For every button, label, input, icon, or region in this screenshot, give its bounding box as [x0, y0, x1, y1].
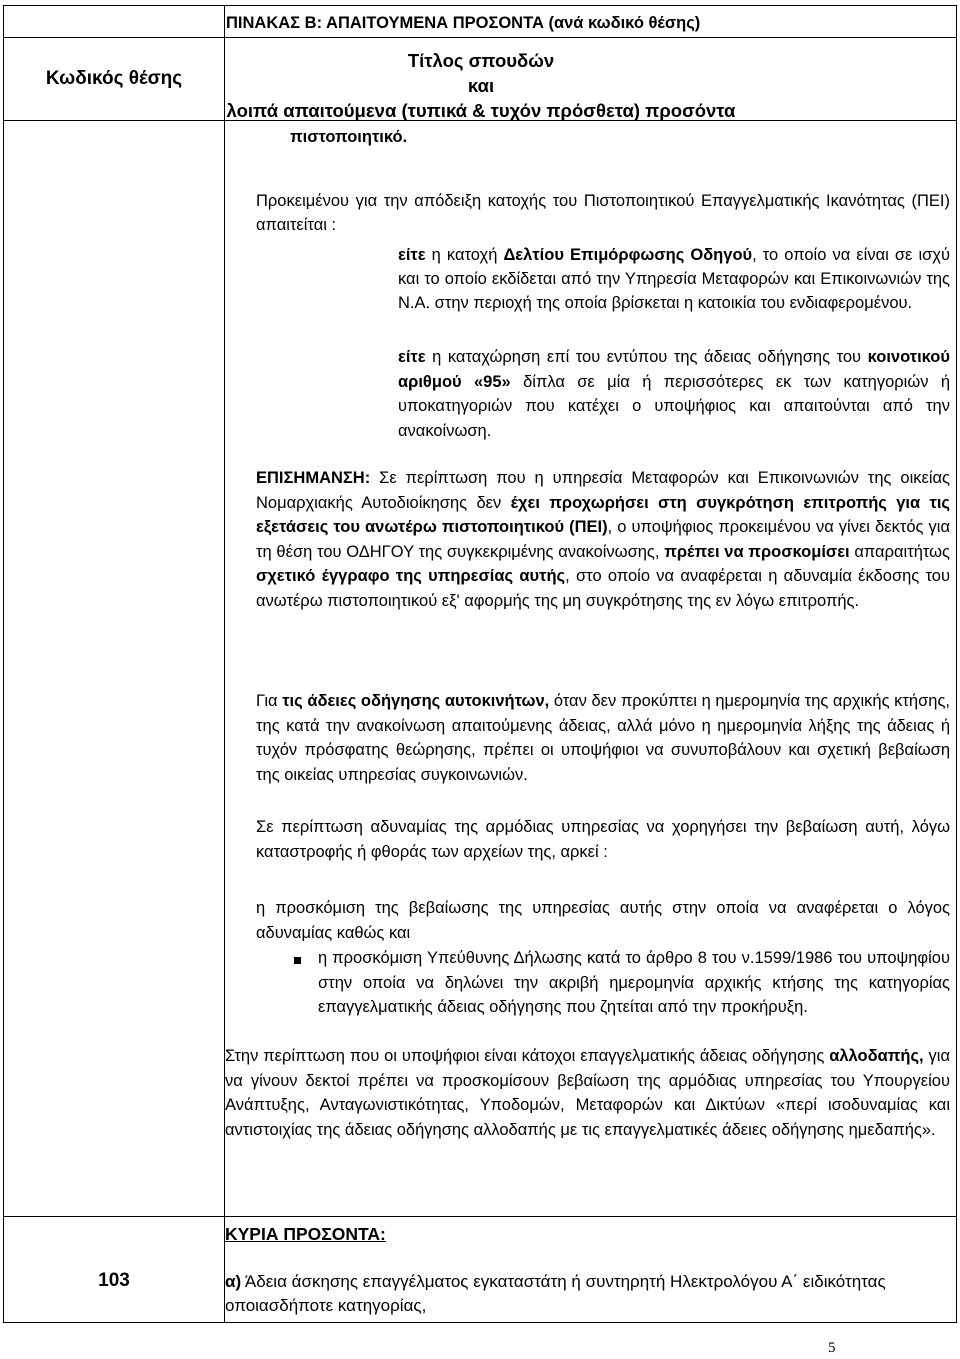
option-2-rest: δίπλα σε μία ή περισσότερες εκ των κατηγοριών ή υποκατηγοριών που κατέχει ο υποψήφιος και απαιτούνται από την ανακοίνωση. — [398, 372, 950, 440]
option-1-text: η κατοχή — [425, 246, 504, 264]
carry-over-text: πιστοποιητικό. — [290, 128, 408, 146]
licence-paragraph — [256, 689, 950, 787]
note-text-1: Σε περίπτωση που η υπηρεσία Μεταφορών και Επικοινωνιών της οικείας Νομαρχιακής Αυτοδιοίκησης δεν — [256, 469, 950, 512]
main-qualification-a — [225, 1270, 951, 1318]
inability-paragraph: Σε περίπτωση αδυναμίας της αρμόδιας υπηρεσίας να χορηγήσει την βεβαίωση αυτή, λόγω καταστροφής ή φθοράς των αρχείων της, αρκεί : — [256, 818, 950, 861]
foreign-text-2: για να γίνουν δεκτοί πρέπει να προσκομίσουν βεβαίωση της αρμόδιας υπηρεσίας του Υπουργείου Ανάπτυξης, Ανταγωνιστικότητας, Υποδομών, Μεταφορών και Δικτύων «περί ισοδυναμίας και αντιστοιχίας της άδειας οδήγησης αλλοδαπής με τις επαγγελματικές άδειες οδήγησης ημεδαπής». — [225, 1047, 950, 1139]
submit-paragraph: η προσκόμιση της βεβαίωσης της υπηρεσίας αυτής στην οποία να αναφέρεται ο λόγος αδυναμίας καθώς και — [256, 899, 950, 942]
proof-paragraph: Προκειμένου για την απόδειξη κατοχής του Πιστοποιητικού Επαγγελματικής Ικανότητας (ΠΕΙ) απαιτείται : — [256, 192, 950, 234]
licence-text-2: όταν δεν προκύπτει η ημερομηνία της αρχικής κτήσης, της κατά την ανακοίνωση απαιτούμενης άδειας, αλλά μόνο η ημερομηνία λήξης της άδειας ή τυχόν πρόσφατης θεώρησης, πρέπει οι υποψήφιοι να συνυποβάλουν και σχετική βεβαίωση της οικείας υπηρεσίας συγκοινωνιών. — [256, 692, 950, 784]
note-text-3: απαραιτήτως — [849, 542, 951, 561]
option-2-bold: κοινοτικού αριθμού «95» — [398, 348, 950, 391]
note-paragraph — [256, 466, 950, 613]
qualification-a-text: Άδεια άσκησης επαγγέλματος εγκαταστάτη ή συντηρητή Ηλεκτρολόγου Α΄ ειδικότητας οποιασδήποτε κατηγορίας, — [225, 1272, 886, 1315]
note-label: ΕΠΙΣΗΜΑΝΣΗ: — [256, 469, 371, 487]
header-line-2: και — [467, 75, 495, 96]
note-text-4: , στο οποίο να αναφέρεται η αδυναμία έκδοσης του ανωτέρω πιστοποιητικού εξ' αφορμής της μη συγκρότησης της εν λόγω επιτροπής. — [256, 567, 951, 610]
row-divider — [4, 1216, 956, 1217]
option-2-text: η καταχώρηση επί του εντύπου της άδειας οδήγησης του — [425, 348, 868, 366]
foreign-bold: αλλοδαπής, — [829, 1047, 924, 1065]
note-bold-3: σχετικό έγγραφο της υπηρεσίας αυτής — [256, 567, 566, 585]
column-header-code: Κωδικός θέσης — [45, 68, 183, 89]
title-row-divider — [4, 37, 956, 38]
qualification-a-label: α) — [225, 1272, 242, 1291]
foreign-text-1: Στην περίπτωση που οι υποψήφιοι είναι κάτοχοι επαγγελματικής άδειας οδήγησης — [225, 1047, 830, 1065]
note-text-2: , ο υποψήφιος προκειμένου να γίνει δεκτός για τη θέση του ΟΔΗΓΟΥ της συγκεκριμένης ανακοίνωσης, — [256, 518, 950, 561]
option-1-lead: είτε — [398, 246, 426, 264]
option-2 — [398, 345, 950, 443]
bullet-marker — [294, 957, 301, 964]
licence-text-1: Για — [256, 692, 283, 710]
position-code: 103 — [98, 1270, 130, 1291]
option-1 — [398, 243, 950, 315]
page-number: 5 — [828, 1340, 836, 1356]
header-line-3: λοιπά απαιτούμενα (τυπικά & τυχόν πρόσθετα) προσόντα — [226, 100, 736, 121]
option-2-lead: είτε — [398, 348, 426, 366]
bullet-item: η προσκόμιση Υπεύθυνης Δήλωσης κατά το άρθρο 8 του ν.1599/1986 του υποψηφίου στην οποία να δηλώνει την ακριβή ημερομηνία αρχικής κτήσης της κατηγορίας επαγγελματικής άδειας οδήγησης που ζητείται από την προκήρυξη. — [318, 949, 950, 1016]
requirements-table — [3, 5, 957, 1323]
main-qualifications-heading: ΚΥΡΙΑ ΠΡΟΣΟΝΤΑ: — [225, 1224, 386, 1244]
table-title: ΠΙΝΑΚΑΣ Β: ΑΠΑΙΤΟΥΜΕΝΑ ΠΡΟΣΟΝΤΑ (ανά κωδικό θέσης) — [226, 14, 701, 32]
option-1-bold: Δελτίου Επιμόρφωσης Οδηγού — [503, 246, 753, 264]
licence-bold: τις άδειες οδήγησης αυτοκινήτων, — [282, 692, 550, 710]
note-bold-2: πρέπει να προσκομίσει — [664, 542, 850, 561]
note-bold-1: έχει προχωρήσει στη συγκρότηση επιτροπής για τις εξετάσεις του ανωτέρω πιστοποιητικού (ΠΕΙ) — [256, 493, 950, 536]
foreign-licence-paragraph — [225, 1044, 950, 1142]
option-1-rest: , το οποίο να είναι σε ισχύ και το οποίο εκδίδεται από την Υπηρεσία Μεταφορών και Επικοινωνιών της Ν.Α. στην περιοχή της οποία βρίσκεται η κατοικία του ενδιαφερομένου. — [398, 246, 950, 312]
column-header-qualifications — [226, 48, 736, 123]
header-line-1: Τίτλος σπουδών — [407, 50, 555, 71]
